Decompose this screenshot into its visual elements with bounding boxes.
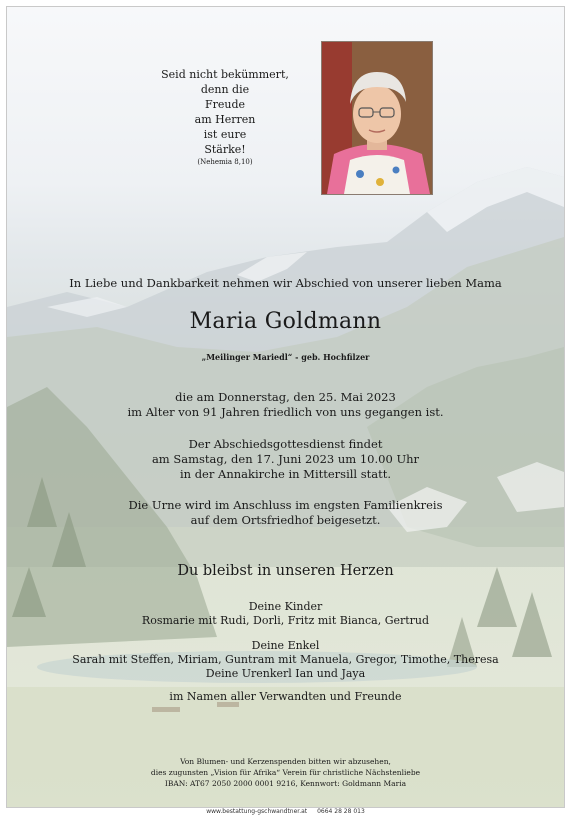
footer — [0, 808, 571, 815]
grandchildren-section — [7, 639, 564, 681]
grandchildren-heading: Deine Enkel — [251, 639, 320, 652]
deceased-name: Maria Goldmann — [189, 309, 382, 334]
grandchildren-names: Sarah mit Steffen, Miriam, Guntram mit Manuela, Gregor, Timothe, Theresa — [72, 653, 499, 666]
phone-number: 0664 28 28 013 — [317, 808, 365, 815]
website-link[interactable]: www.bestattung-gschwandtner.at — [206, 808, 308, 815]
donation-note — [7, 756, 564, 789]
service-line: am Samstag, den 17. Juni 2023 um 10.00 Uhr — [151, 452, 420, 466]
verse-line: Seid nicht bekümmert, — [161, 68, 289, 81]
verse-line: Freude — [204, 98, 246, 111]
verse-line: ist eure — [203, 128, 247, 141]
bible-verse — [125, 67, 325, 168]
children-names: Rosmarie mit Rudi, Dorli, Fritz mit Bianca, Gertrud — [141, 614, 430, 627]
donation-line: IBAN: AT67 2050 2000 0001 9216, Kennwort: Goldmann Maria — [164, 779, 407, 788]
death-announcement — [7, 390, 564, 420]
service-line: in der Annakirche in Mittersill statt. — [179, 467, 392, 481]
verse-reference: (Nehemia 8,10) — [197, 158, 253, 166]
motto: Du bleibst in unseren Herzen — [177, 563, 394, 579]
children-heading: Deine Kinder — [248, 600, 323, 613]
donation-line: Von Blumen- und Kerzenspenden bitten wir abzusehen, — [180, 757, 391, 766]
obituary-card — [6, 6, 565, 808]
closing-line: im Namen aller Verwandten und Freunde — [169, 690, 402, 703]
service-info — [7, 437, 564, 482]
urn-line: auf dem Ortsfriedhof beigesetzt. — [190, 513, 381, 527]
verse-line: am Herren — [194, 113, 256, 126]
death-line: im Alter von 91 Jahren friedlich von uns gegangen ist. — [127, 405, 444, 419]
donation-line: dies zugunsten „Vision für Afrika“ Verein für christliche Nächstenliebe — [150, 768, 421, 777]
children-section — [7, 600, 564, 628]
nickname-line: „Meilinger Mariedl“ - geb. Hochfilzer — [201, 352, 370, 362]
urn-info — [7, 498, 564, 528]
intro-line: In Liebe und Dankbarkeit nehmen wir Abschied von unserer lieben Mama — [69, 276, 502, 290]
verse-line: Stärke! — [204, 143, 246, 156]
portrait-photo — [321, 41, 433, 195]
great-grandchildren-line: Deine Urenkerl Ian und Jaya — [205, 667, 366, 680]
urn-line: Die Urne wird im Anschluss im engsten Familienkreis — [128, 498, 443, 512]
service-line: Der Abschiedsgottesdienst findet — [188, 437, 383, 451]
verse-line: denn die — [200, 83, 250, 96]
death-line: die am Donnerstag, den 25. Mai 2023 — [175, 390, 396, 404]
